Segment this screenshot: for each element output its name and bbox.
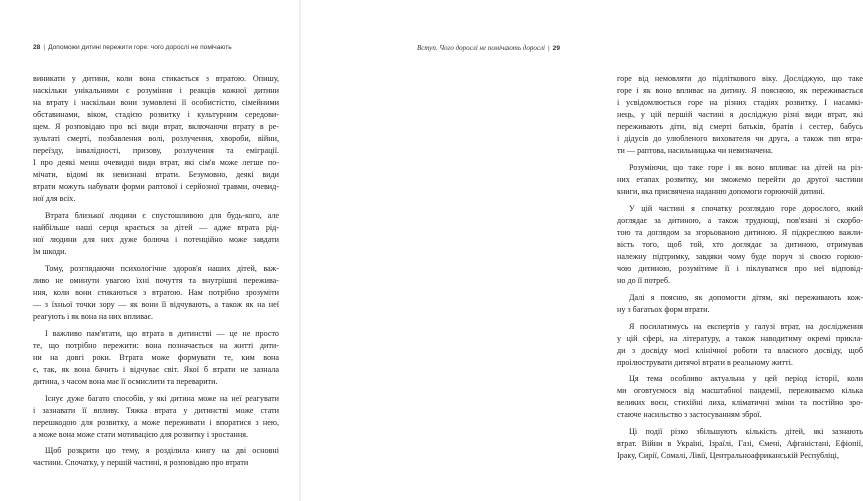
text-line: І про деякі менш очевидні види втрат, які сім'я може легше по- <box>33 158 279 167</box>
text-line: горе від немовляти до підліткового віку. Досліджую, що таке <box>617 74 863 83</box>
text-line: переїзду, інвалідності, призову, розлучення та еміграції. <box>33 146 279 155</box>
text-line: найбільше наші серця крається за дітей — адже втрата рід- <box>33 222 279 232</box>
header-separator: | <box>43 44 46 51</box>
text-line: ливо не оминути увагою їхні почуття та внутрішні пережива- <box>33 275 279 285</box>
left-page-header <box>33 44 232 51</box>
text-line: У цій частині я спочатку розглядаю горе дорослого, який <box>629 203 863 213</box>
paragraph <box>617 162 863 198</box>
text-line: мічати, відомі як невизнані втрати. Безумовно, деякі види <box>33 170 279 179</box>
text-line: доглядає за дитиною, а також труднощі, пов'язані зі скорбо- <box>617 215 863 225</box>
text-line: і дідусів до улюбленого вихователя чи друга, а також тип втра- <box>617 134 863 143</box>
text-line: великих воєн, стихійні лиха, кліматичні зміни та постійно зро- <box>617 398 863 408</box>
text-line: Втрата близької людини є спустошливою для будь-кого, але <box>45 210 279 220</box>
right-page <box>300 0 863 501</box>
text-line: ну з багатьох форм втрати. <box>617 304 710 314</box>
right-running-title: Вступ. Чого дорослі не помічають дорослі <box>416 44 545 52</box>
right-page-number: 29 <box>552 45 560 52</box>
text-line: на втрату і наскільки вони зумовлені її особистістю, сімейними <box>33 98 279 107</box>
text-line: тою та доглядом за згорьованою дитиною. Я підкреслюю важли- <box>617 227 863 237</box>
paragraph <box>33 210 279 258</box>
text-line: переживають діти, від смерті батьків, братів і сестер, бабусь <box>617 122 863 131</box>
text-line: втрати можуть набувати форми раптової і серйозної травми, очевид- <box>33 182 279 191</box>
text-line: Іраку, Сирії, Сомалі, Лівії, Центральноафриканській Республіці, <box>617 451 839 461</box>
text-line: проілюструвати дитячої втрати в реальному житті. <box>617 357 793 367</box>
text-line: наскільки унікальними є розуміння і реакція кожної дитини <box>33 86 279 95</box>
paragraph <box>33 263 279 323</box>
left-page-body <box>33 73 279 474</box>
text-line: ди з досвіду моєї клінічної роботи та власного досвіду, щоб <box>617 345 863 355</box>
text-line: чою дитиною, розумітиме її і піклуватися про неї відповід- <box>617 263 863 273</box>
text-line: обставинами, віком, стадією розвитку і культурним середови- <box>33 110 279 119</box>
paragraph <box>33 445 279 469</box>
text-line: є, так, як вона бачить і відчуває світ. Якої б втрати не зазнала <box>33 364 279 374</box>
text-line: Я посилатимусь на експертів у галузі втрат, на дослідження <box>629 321 863 331</box>
text-line: належну підтримку, завдяки чому буде поруч зі своєю горюю- <box>617 251 863 261</box>
text-line: ної для всіх. <box>33 194 76 203</box>
paragraph <box>617 321 863 369</box>
right-page-header <box>417 44 560 52</box>
right-page-body <box>617 73 863 467</box>
text-line: них етапах розвитку, ми зможемо перейти до другої частини <box>617 174 863 184</box>
paragraph <box>33 73 279 205</box>
text-line: ння, коли вони стикаються з втратою. Нам потрібно зрозуміти <box>33 287 279 297</box>
paragraph <box>617 292 863 316</box>
text-line: ми оговтуємося від масштабної пандемії, переживаємо кілька <box>617 386 863 396</box>
text-line: Щоб розкрити цю тему, я розділила книгу на дві основні <box>45 446 279 456</box>
paragraph <box>33 393 279 441</box>
text-line: ни на довгі роки. Втрата може формувати те, ким вона <box>33 352 279 362</box>
text-line: їм шкоди. <box>33 246 67 256</box>
text-line: книги, яка присвячена наданню допомоги горюючій дитині. <box>617 186 825 196</box>
text-line: Далі я поясню, як допомогти дітям, які переживають кож- <box>629 292 863 302</box>
text-line: вість того, щоб той, хто доглядає за дитиною, отримував <box>617 239 863 249</box>
text-line: виникати у дитини, коли вона стикається з втратою. Опишу, <box>33 74 279 83</box>
text-line: щем. Я розповідаю про всі види втрат, включаючи втрату в ре- <box>33 122 279 131</box>
text-line: ти — раптова, насильницька чи невизначена. <box>617 146 773 155</box>
left-page-number: 28 <box>33 44 41 51</box>
text-line: реагують і як вона на них впливає. <box>33 311 154 321</box>
header-separator: | <box>547 45 550 52</box>
text-line: Тому, розглядаючи психологічне здоров'я наших дітей, важ- <box>45 263 279 273</box>
paragraph <box>617 373 863 421</box>
left-running-title: Допоможи дитині пережити горе: чого дорослі не помічають <box>48 44 232 51</box>
paragraph <box>33 328 279 388</box>
text-line: Ці події різко збільшують кількість дітей, які зазнають <box>629 427 863 437</box>
text-line: втрат. Війни в Україні, Ізраїлі, Газі, Ємені, Афганістані, Ефіопії, <box>617 439 863 449</box>
paragraph <box>617 73 863 157</box>
text-line: но до її потреб. <box>617 275 671 285</box>
text-line: І важливо пам'ятати, що втрата в дитинстві — це не просто <box>45 328 279 338</box>
text-line: у цій сфері, на літературу, а також наводитиму окремі прикла- <box>617 333 863 343</box>
text-line: Розуміючи, що таке горе і як воно впливає на дітей на різ- <box>629 162 863 172</box>
text-line: Існує дуже багато способів, у які дитина може на неї реагувати <box>45 393 279 403</box>
text-line: зультаті смерті, позбавлення волі, розлучення, хвороби, війни, <box>33 134 279 143</box>
text-line: Ця тема особливо актуальна у цей період історії, коли <box>629 374 863 384</box>
text-line: нець, у цій першій частині я досліджую різні види втрат, які <box>617 110 863 119</box>
text-line: горе і як воно впливає на дитину. Я пояснюю, як переживається <box>617 86 863 95</box>
text-line: і зазнавати її впливу. Тяжка втрата у дитинстві може стати <box>33 405 279 415</box>
paragraph <box>617 426 863 462</box>
left-page <box>0 0 300 501</box>
text-line: ної людини для них дуже болюча і потенційно може завдати <box>33 234 279 244</box>
text-line: стаюче насильство з застосуванням зброї. <box>617 410 762 420</box>
text-line: дитина, з часом вона має її осмислити та переварити. <box>33 376 218 386</box>
text-line: те, що потрібно пережити: вона позначається на житті дити- <box>33 340 279 350</box>
text-line: а може вона може стати мотивацією для розвитку і зростання. <box>33 429 248 439</box>
text-line: — з їхньої точки зору — як вони її відчувають, а також як на неї <box>33 299 279 309</box>
text-line: і усвідомлюється горе на різних стадіях розвитку. І насамкі- <box>617 98 863 107</box>
text-line: перешкодою для розвитку, а може переживати і впоратися з нею, <box>33 417 279 427</box>
paragraph <box>617 203 863 287</box>
text-line: частини. Спочатку, у першій частині, я розповідаю про втрати <box>33 458 249 468</box>
